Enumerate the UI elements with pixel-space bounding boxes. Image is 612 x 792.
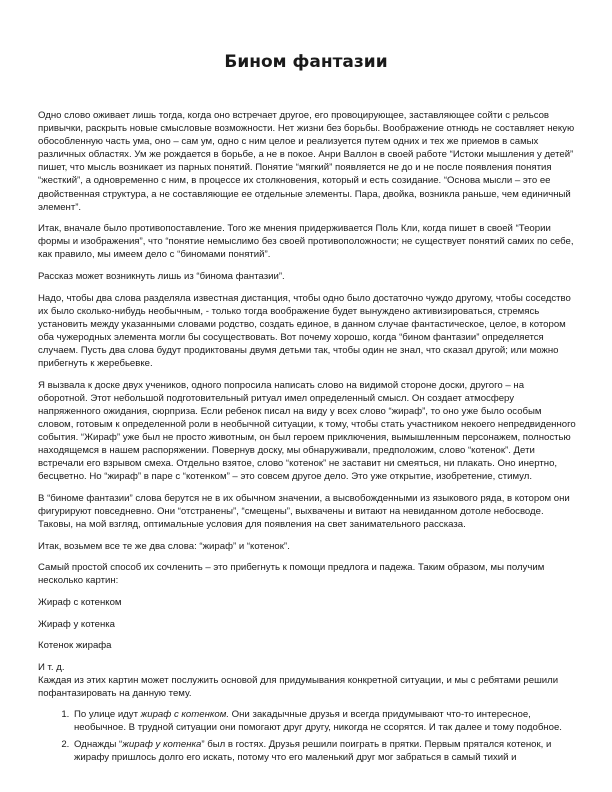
etc-line: И т. д. xyxy=(38,661,65,673)
paragraph: Я вызвала к доске двух учеников, одного попросила написать слово на видимой стороне доски, другого – на оборотной. Этот небольшой подготовительный ритуал имел определенный смысл. Он создает атмосферу напряженного ожидания, сюрприза. Если ребенок писал на виду у всех слово “жираф”, то оно уже было особым словом, готовым к определенной роли в необычной ситуации, к тому, чтобы стать участником некоего непредвиденного события. “Жираф” уже был не просто животным, он был героем приключения, вымышленным персонажем, полностью находящемся в нашем распоряжении. Повернув доску, мы обнаруживали, предположим, слово “котенок”. Дети встречали его взрывом смеха. Отдельно взятое, слово “котенок” не заставит ни смеяться, ни плакать. Оно инертно, бесцветно. Но “жираф” в паре с “котенком” – это совсем другое дело. Это уже открытие, изобретение, стимул. xyxy=(38,379,576,483)
list-item xyxy=(72,708,576,734)
document-title: Бином фантазии xyxy=(224,52,388,72)
paragraph: Самый простой способ их сочленить – это прибегнуть к помощи предлога и падежа. Таким образом, мы получим несколько картин: xyxy=(38,562,545,587)
paragraph: Надо, чтобы два слова разделяла известная дистанция, чтобы одно было достаточно чуждо другому, чтобы соседство их было сколько-нибудь необычным, - только тогда воображение будет вынуждено активизироваться, стремясь установить между указанными словами родство, создать единое, в данном случае фантастическое, целое, в котором оба чужеродных элемента могли бы сосуществовать. Вот почему хорошо, когда “бином фантазии” определяется случаем. Пусть два слова будут продиктованы двумя детьми так, чтобы один не знал, что сказал другой; или можно прибегнуть к жеребьевке. xyxy=(38,292,571,370)
list-item-emphasis: жираф с котенком. xyxy=(140,709,229,721)
list-item-text: Однажды “ xyxy=(74,739,123,751)
list-item-text: ” был в гостях. Друзья решили поиграть в прятки. Первым прятался котенок, и жирафу пришлось долго его искать, потому что его маленький друг мог забраться в самый тихий и xyxy=(74,739,552,764)
story-list xyxy=(38,708,576,764)
example-phrase: Котенок жирафа xyxy=(38,640,112,652)
list-item-text: По улице идут xyxy=(74,709,141,721)
list-item xyxy=(72,738,576,764)
paragraph: Итак, вначале было противопоставление. Того же мнения придерживается Поль Кли, когда пишет в своей “Теории формы и изображения”, что “понятие немыслимо без своей противоположности; не существует понятий самих по себе, как правило, мы имеем дело с “биномами понятий”. xyxy=(38,223,574,261)
list-item-text: Они закадычные друзья и всегда придумывают что-то интересное, необычное. В трудной ситуации они помогают друг другу, никогда не ссорятся. И так далее и тому подобное. xyxy=(74,709,562,734)
paragraph: Одно слово оживает лишь тогда, когда оно встречает другое, его провоцирующее, заставляющее сойти с рельсов привычки, раскрыть новые смысловые возможности. Нет жизни без борьбы. Воображение отнюдь не составляет некую обособленную часть ума, оно – сам ум, одно с ним целое и реализуется путем одних и тех же приемов в самых различных областях. Ум же рождается в борьбе, а не в покое. Анри Валлон в своей работе “Истоки мышления у детей” пишет, что мысль возникает из парных понятий. Понятие “мягкий” появляется не до и не после появления понятия “жесткий”, а одновременно с ним, в процессе их столкновения, который и есть созидание. “Основа мысли – это ее двойственная структура, а не составляющие ее отдельные элементы. Пара, двойка, возникла раньше, чем единичный элемент”. xyxy=(38,110,575,213)
paragraph: Итак, возьмем все те же два слова: “жираф” и “котенок”. xyxy=(38,540,290,552)
example-phrase: Жираф у котенка xyxy=(38,618,116,630)
intro-line: Каждая из этих картин может послужить основой для придумывания конкретной ситуации, и мы с ребятами решили пофантазировать на данную тему. xyxy=(38,674,559,699)
document-body xyxy=(38,109,576,768)
paragraph: В “биноме фантазии” слова берутся не в их обычном значении, а высвобожденными из языкового ряда, в котором они фигурируют повседневно. Они “отстранены”, “смещены”, выхвачены и витают на невиданном дотоле небосводе. Таковы, на мой взгляд, оптимальные условия для появления на свет занимательного рассказа. xyxy=(38,492,570,531)
paragraph: Рассказ может возникнуть лишь из “бинома фантазии”. xyxy=(38,271,285,283)
example-phrase: Жираф с котенком xyxy=(38,597,122,608)
list-item-emphasis: жираф у котенка xyxy=(122,739,202,751)
